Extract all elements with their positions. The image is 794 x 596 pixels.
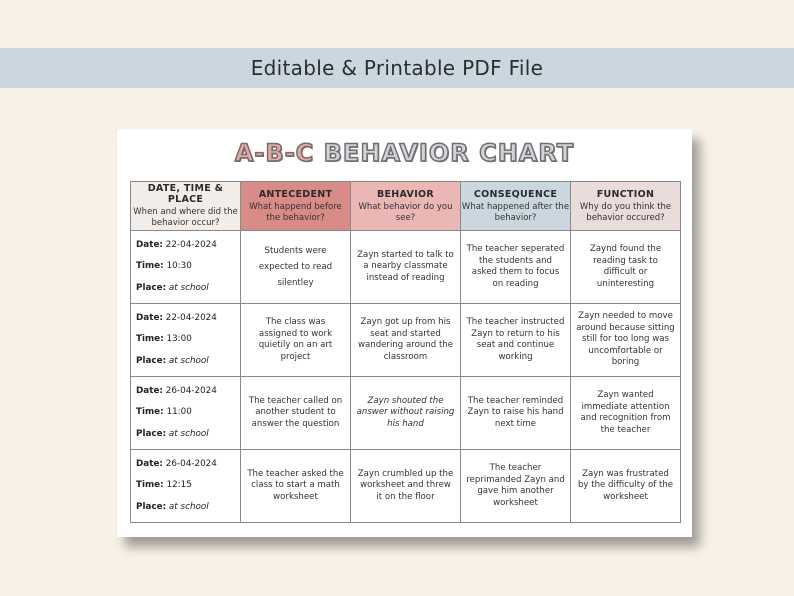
column-header-consequence: CONSEQUENCE What happened after the behavior?	[461, 182, 571, 231]
function-cell: Zayn needed to move around because sitting still for too long was uncomfortable or boring	[571, 304, 681, 377]
table-row	[131, 231, 681, 304]
consequence-cell: The teacher instructed Zayn to return to his seat and continue working	[461, 304, 571, 377]
function-cell: Zayn wanted immediate attention and recognition from the teacher	[571, 377, 681, 450]
banner-text: Editable & Printable PDF File	[250, 56, 544, 80]
header-row	[131, 182, 681, 231]
behavior-cell: Zayn got up from his seat and started wandering around the classroom	[351, 304, 461, 377]
date-time-place-cell: Date: 22-04-2024 Time: 13:00 Place: at school	[131, 304, 241, 377]
column-header-date: DATE, TIME & PLACE When and where did the behavior occur?	[131, 182, 241, 231]
behavior-cell: Zayn crumbled up the worksheet and threw it on the floor	[351, 450, 461, 523]
chart-sheet	[117, 129, 692, 537]
antecedent-cell: The class was assigned to work quietily on an art project	[241, 304, 351, 377]
function-cell: Zaynd found the reading task to difficult or uninteresting	[571, 231, 681, 304]
date-value: 26-04-2024	[165, 385, 217, 396]
top-banner	[0, 48, 794, 88]
date-time-place-cell: Date: 26-04-2024 Time: 11:00 Place: at school	[131, 377, 241, 450]
chart-title-behavior: BEHAVIOR CHART	[323, 139, 575, 167]
chart-title	[117, 139, 692, 167]
behavior-cell: Zayn shouted the answer without raising his hand	[351, 377, 461, 450]
column-header-behavior: BEHAVIOR What behavior do you see?	[351, 182, 461, 231]
table-row	[131, 304, 681, 377]
behavior-cell: Zayn started to talk to a nearby classmate instead of reading	[351, 231, 461, 304]
table-row	[131, 450, 681, 523]
time-value: 11:00	[166, 407, 192, 418]
antecedent-cell: The teacher asked the class to start a math worksheet	[241, 450, 351, 523]
consequence-cell: The teacher seperated the students and asked them to focus on reading	[461, 231, 571, 304]
time-value: 12:15	[166, 480, 192, 491]
antecedent-cell: Students were expected to read silentley	[241, 231, 351, 304]
time-value: 13:00	[166, 334, 192, 345]
consequence-cell: The teacher reminded Zayn to raise his hand next time	[461, 377, 571, 450]
date-time-place-cell: Date: 26-04-2024 Time: 12:15 Place: at school	[131, 450, 241, 523]
consequence-cell: The teacher reprimanded Zayn and gave him another worksheet	[461, 450, 571, 523]
date-value: 22-04-2024	[165, 239, 217, 250]
chart-title-abc: A-B-C	[234, 139, 324, 167]
column-header-antecedent: ANTECEDENT What happend before the behavior?	[241, 182, 351, 231]
date-value: 22-04-2024	[165, 312, 217, 323]
abc-table	[130, 181, 681, 523]
place-value: at school	[168, 355, 209, 366]
table-row	[131, 377, 681, 450]
place-value: at school	[168, 282, 209, 293]
column-header-function: FUNCTION Why do you think the behavior occured?	[571, 182, 681, 231]
place-value: at school	[168, 501, 209, 512]
place-value: at school	[168, 428, 209, 439]
date-value: 26-04-2024	[165, 458, 217, 469]
antecedent-cell: The teacher called on another student to answer the question	[241, 377, 351, 450]
date-time-place-cell: Date: 22-04-2024 Time: 10:30 Place: at school	[131, 231, 241, 304]
function-cell: Zayn was frustrated by the difficulty of the worksheet	[571, 450, 681, 523]
time-value: 10:30	[166, 261, 192, 272]
